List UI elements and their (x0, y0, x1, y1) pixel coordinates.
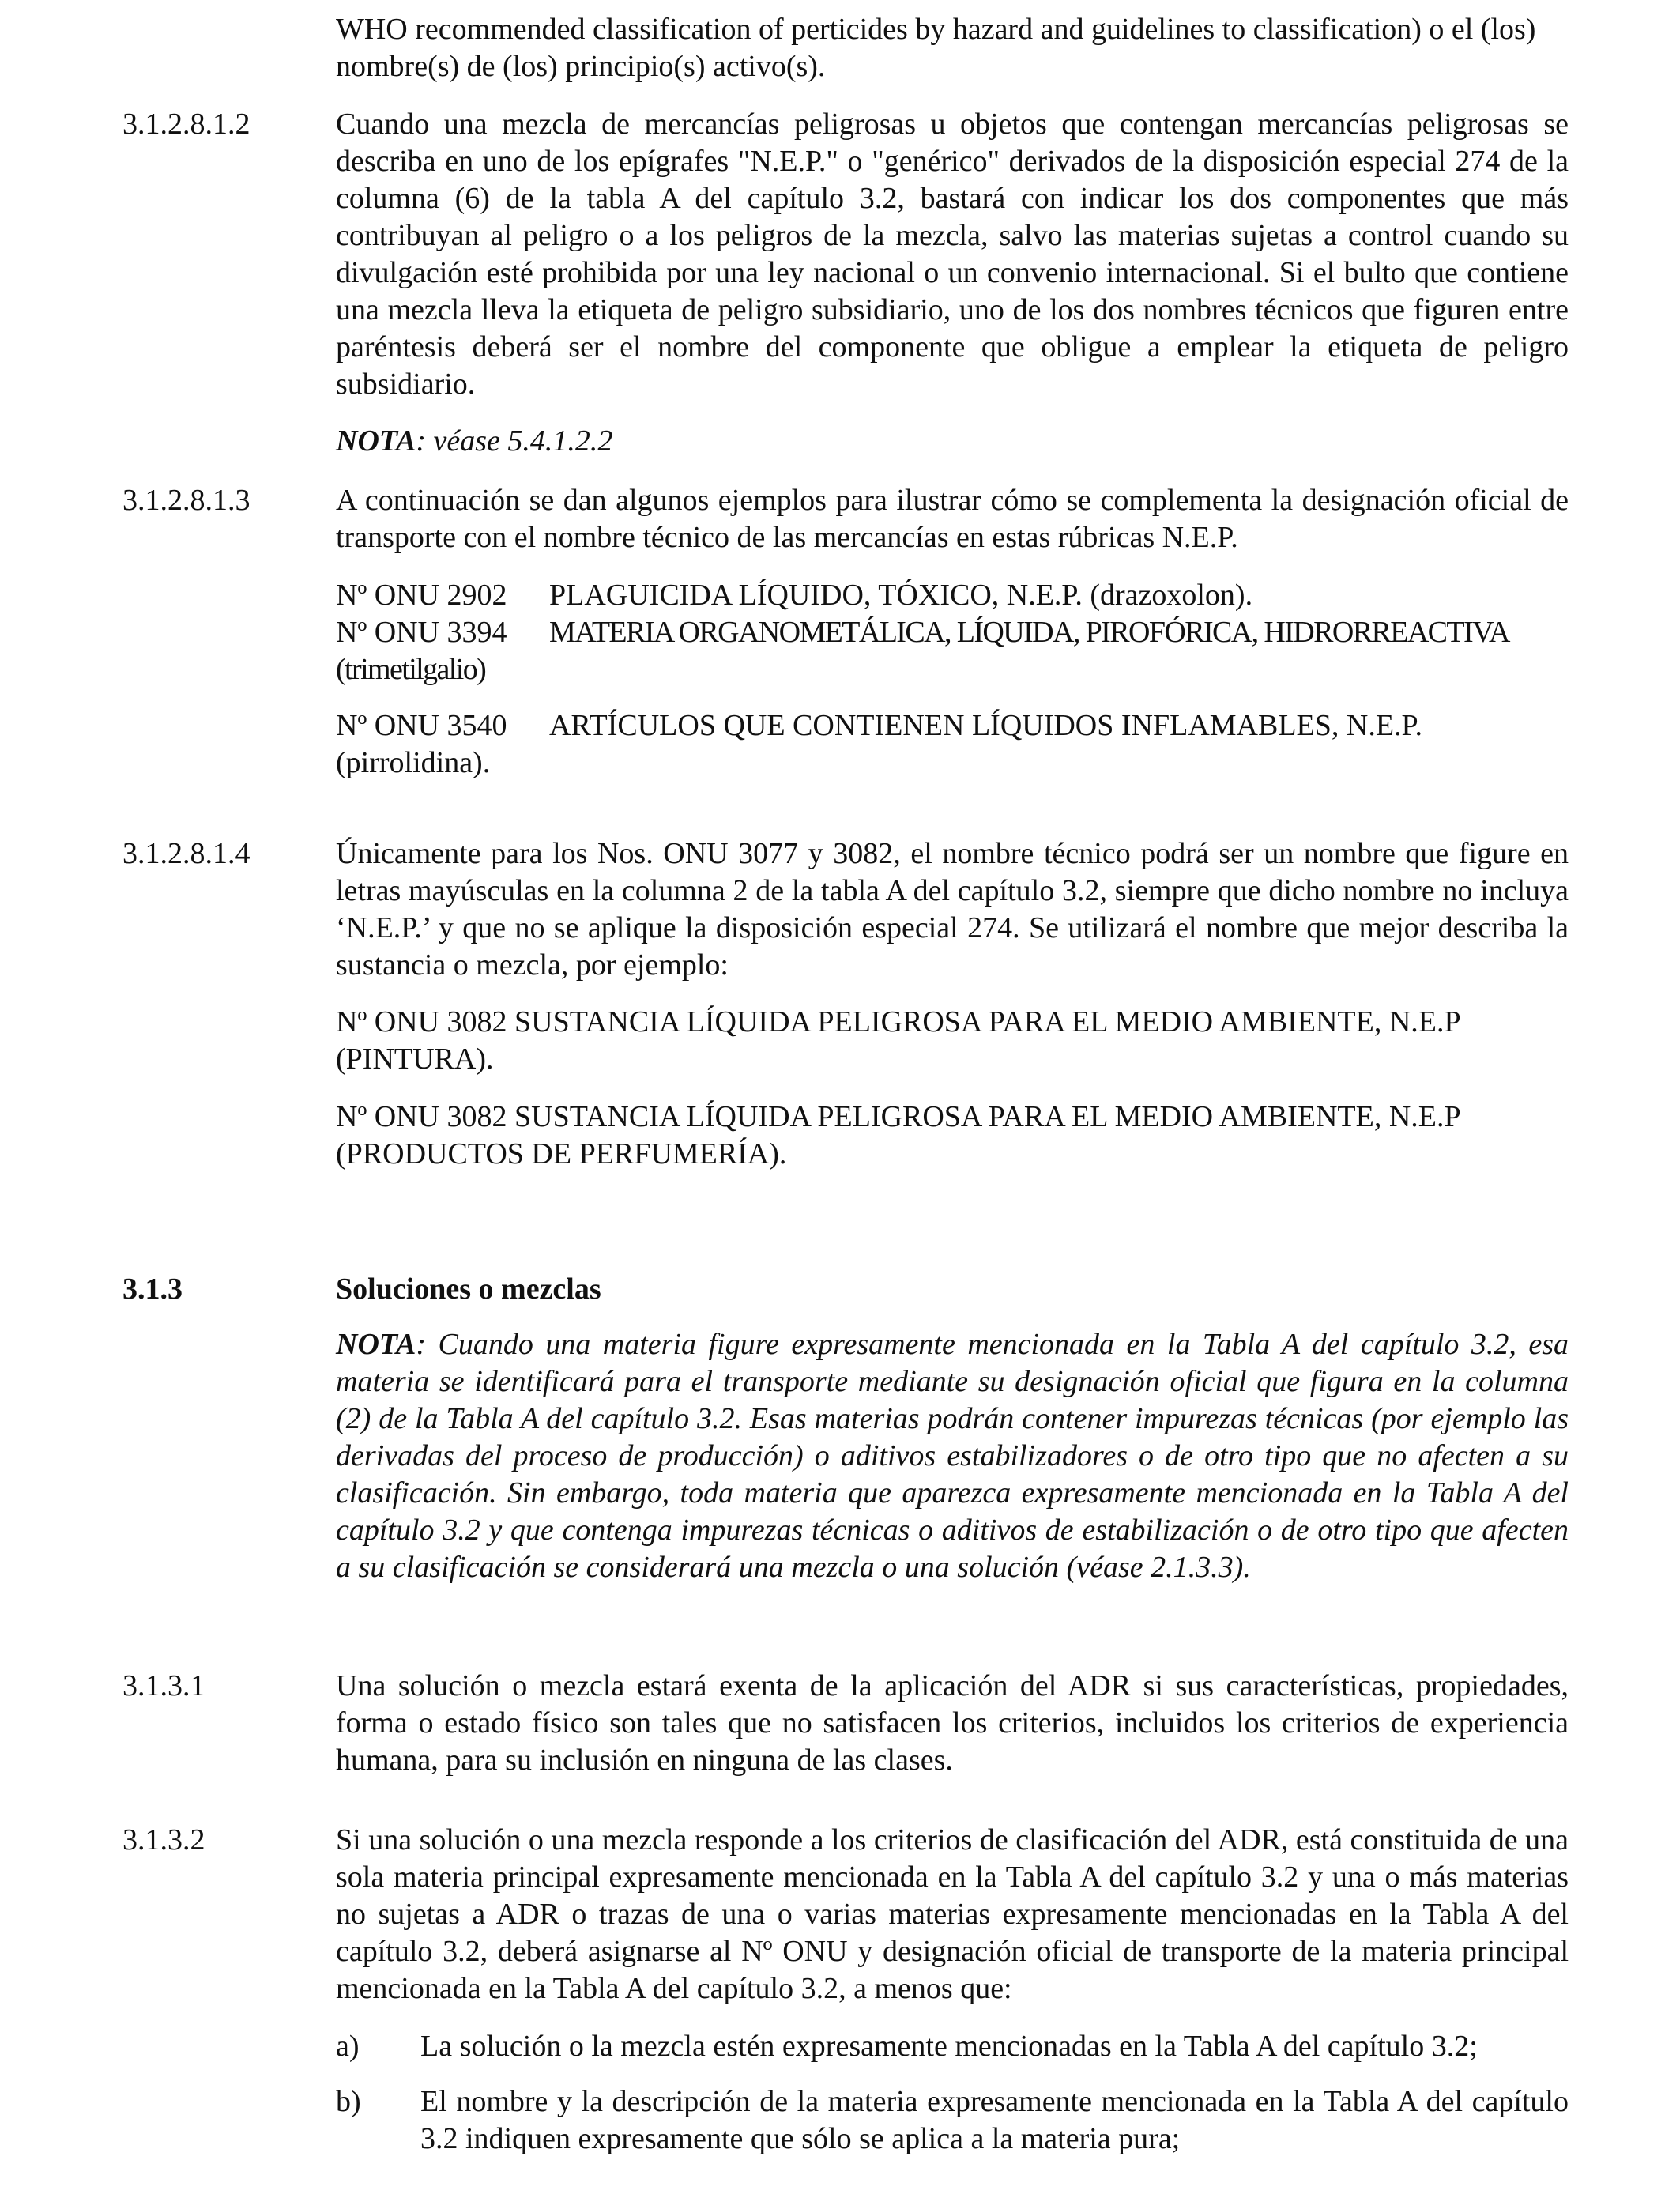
example-continuation: (trimetilgalio) (336, 653, 486, 686)
paragraph: A continuación se dan algunos ejemplos para ilustrar cómo se complementa la designación oficial de transporte con el nombre técnico de las mercancías en estas rúbricas N.E.P. (336, 484, 1569, 554)
section-number: 3.1.3 (122, 1272, 183, 1306)
section-number: 3.1.3.1 (122, 1669, 205, 1702)
note (336, 1326, 1569, 1586)
note-label: NOTA (336, 424, 416, 458)
note (336, 423, 1569, 460)
section-number: 3.1.2.8.1.4 (122, 837, 250, 870)
example-line: (PRODUCTOS DE PERFUMERÍA). (336, 1137, 787, 1171)
list-item-label: b) (336, 2085, 361, 2118)
example-text: ARTÍCULOS QUE CONTIENEN LÍQUIDOS INFLAMABLES, N.E.P. (549, 709, 1422, 742)
section-number: 3.1.2.8.1.2 (122, 107, 250, 141)
un-number: Nº ONU 3540 (336, 709, 507, 742)
paragraph: Únicamente para los Nos. ONU 3077 y 3082, el nombre técnico podrá ser un nombre que figure en letras mayúsculas en la columna 2 de la tabla A del capítulo 3.2, siempre que dicho nombre no incluya ‘N.E.P.’ y que no se aplique la disposición especial 274. Se utilizará el nombre que mejor describa la sustancia o mezcla, por ejemplo: (336, 837, 1569, 982)
example-text: MATERIA ORGANOMETÁLICA, LÍQUIDA, PIROFÓRICA, HIDRORREACTIVA (549, 616, 1509, 649)
list-item-label: a) (336, 2030, 360, 2063)
example-item (336, 1004, 1569, 1078)
continuation-line-1: WHO recommended classification of perticides by hazard and guidelines to classification) o el (los) (336, 13, 1536, 46)
paragraph: Una solución o mezcla estará exenta de la aplicación del ADR si sus características, propiedades, forma o estado físico son tales que no satisfacen los criterios, incluidos los criterios de experiencia humana, para su inclusión en ninguna de las clases. (336, 1669, 1569, 1777)
continuation-text (336, 11, 1569, 85)
section-heading: Soluciones o mezclas (336, 1272, 601, 1306)
example-item (336, 577, 1569, 614)
note-text: : Cuando una materia figure expresamente mencionada en la Tabla A del capítulo 3.2, esa materia se identificará para el transporte mediante su designación oficial que figura en la columna (2) de la Tabla A del capítulo 3.2. Esas materias podrán contener impurezas técnicas (por ejemplo las derivadas del proceso de producción) o aditivos estabilizadores o de otro tipo que no afecten a su clasificación. Sin embargo, toda materia que aparezca expresamente mencionada en la Tabla A del capítulo 3.2 y que contenga impurezas técnicas o aditivos de estabilización o de otro tipo que afecten a su clasificación se considerará una mezcla o una solución (véase 2.1.3.3). (336, 1328, 1569, 1584)
example-list (336, 577, 1569, 688)
un-number: Nº ONU 2902 (336, 579, 507, 612)
paragraph: Cuando una mezcla de mercancías peligrosas u objetos que contengan mercancías peligrosas se describa en uno de los epígrafes "N.E.P." o "genérico" derivados de la disposición especial 274 de la columna (6) de la tabla A del capítulo 3.2, bastará con indicar los dos componentes que más contribuyan al peligro o a los peligros de la mezcla, salvo las materias sujetas a control cuando su divulgación esté prohibida por una ley nacional o un convenio internacional. Si el bulto que contiene una mezcla lleva la etiqueta de peligro subsidiario, uno de los dos nombres técnicos que figuren entre paréntesis deberá ser el nombre del componente que obligue a emplear la etiqueta de peligro subsidiario. (336, 107, 1569, 401)
note-text: : véase 5.4.1.2.2 (416, 424, 613, 458)
un-number: Nº ONU 3394 (336, 616, 507, 649)
section-number: 3.1.3.2 (122, 1823, 205, 1857)
section-number: 3.1.2.8.1.3 (122, 484, 250, 517)
example-line: (PINTURA). (336, 1042, 494, 1076)
continuation-line-2: nombre(s) de (los) principio(s) activo(s). (336, 50, 826, 83)
example-item (336, 1099, 1569, 1173)
list-item-text: La solución o la mezcla estén expresamente mencionadas en la Tabla A del capítulo 3.2; (420, 2030, 1478, 2063)
example-continuation: (pirrolidina). (336, 746, 491, 779)
note-label: NOTA (336, 1328, 416, 1361)
example-text: PLAGUICIDA LÍQUIDO, TÓXICO, N.E.P. (drazoxolon). (549, 579, 1253, 612)
list-item-text: El nombre y la descripción de la materia expresamente mencionada en la Tabla A del capítulo 3.2 indiquen expresamente que sólo se aplica a la materia pura; (420, 2085, 1569, 2155)
example-line: Nº ONU 3082 SUSTANCIA LÍQUIDA PELIGROSA PARA EL MEDIO AMBIENTE, N.E.P (336, 1005, 1461, 1039)
paragraph: Si una solución o una mezcla responde a los criterios de clasificación del ADR, está constituida de una sola materia principal expresamente mencionada en la Tabla A del capítulo 3.2 y una o más materias no sujetas a ADR o trazas de una o varias materias expresamente mencionadas en la Tabla A del capítulo 3.2, deberá asignarse al Nº ONU y designación oficial de transporte de la materia principal mencionada en la Tabla A del capítulo 3.2, a menos que: (336, 1823, 1569, 2005)
example-line: Nº ONU 3082 SUSTANCIA LÍQUIDA PELIGROSA PARA EL MEDIO AMBIENTE, N.E.P (336, 1100, 1461, 1133)
example-item (336, 707, 1569, 782)
example-item (336, 614, 1569, 651)
